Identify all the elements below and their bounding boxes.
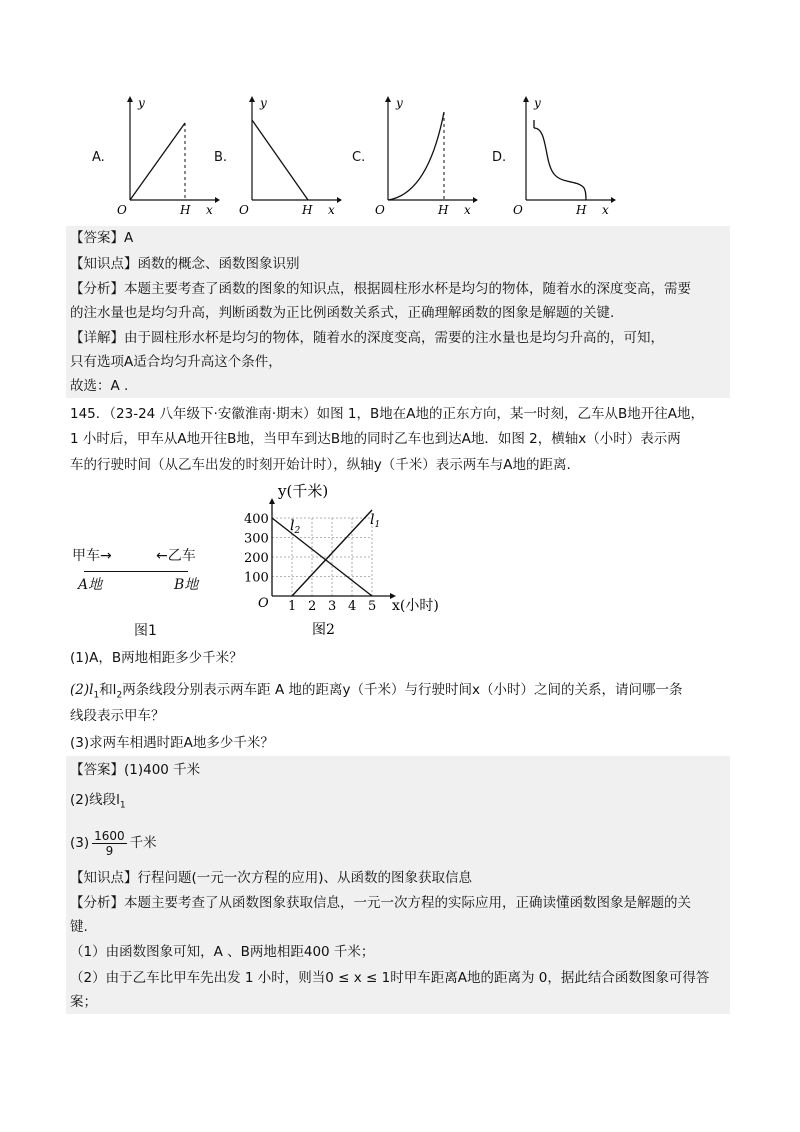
answer-fraction: $\frac{1600}{9}$ (94, 828, 125, 858)
option-a-x: x (206, 203, 213, 217)
q144-analysis-2: 的注水量也是均匀升高，判断函数为正比例函数关系式，正确理解函数的图象是解题的关键. (70, 305, 615, 321)
option-a-graph (110, 90, 220, 218)
q144-answer: 【答案】A (70, 230, 134, 246)
option-b-o: O (239, 203, 249, 217)
fig2-x-tick-2: 2 (308, 599, 317, 614)
q145-answer-1: 【答案】(1)400 千米 (70, 762, 201, 778)
q145-step-3: 案； (70, 994, 97, 1010)
fig1-car-jia: 甲车→ (72, 548, 112, 564)
q144-conclusion: 故选：A . (70, 378, 129, 394)
q145-stem-2: 1 小时后，甲车从A地开往B地，当甲车到达B地的同时乙车也到达A地．如图 2，横轴x（小时）表示两 (70, 431, 681, 447)
option-b-y: y (260, 96, 267, 110)
q144-detail-1: 【详解】由于圆柱形水杯是均匀的物体，随着水的深度变高，需要的注水量也是均匀升高的，可知， (70, 330, 664, 346)
figure-2-chart (236, 478, 466, 642)
option-a-label: A. (92, 150, 105, 165)
option-d-x: x (602, 203, 609, 217)
option-d-graph (506, 90, 616, 218)
fig2-axes (269, 498, 396, 599)
fig1-caption: 图1 (134, 623, 157, 639)
fig2-x-tick-3: 3 (328, 599, 337, 614)
fig2-y-tick-100: 100 (244, 570, 269, 586)
option-d-label: D. (492, 150, 507, 165)
option-c-o: O (375, 203, 385, 217)
q145-analysis-1: 【分析】本题主要考查了从函数图象获取信息，一元一次方程的实际应用，正确读懂函数图象是解题的关 (70, 895, 691, 911)
q145-answer-2: (2)线段$l_1$ (70, 792, 126, 811)
q145-sub3: (3)求两车相遇时距A地多少千米？ (70, 735, 274, 751)
q145-sub1: (1)A，B两地相距多少千米？ (70, 650, 243, 666)
fig2-x-tick-4: 4 (348, 599, 357, 614)
q145-answer-3: (3) $\frac{1600}{9}$ 千米 (70, 828, 157, 858)
fig2-y-tick-200: 200 (244, 551, 269, 566)
option-d-o: O (513, 203, 523, 217)
fig2-y-tick-400: 400 (244, 512, 269, 527)
option-d-curve (534, 128, 586, 200)
q145-stem-1: 145．（23-24 八年级下·安徽淮南·期末）如图 1，B地在A地的正东方向，某一时刻，乙车从B地开往A地， (70, 406, 704, 422)
q145-step-1: （1）由函数图象可知，A 、B两地相距400 千米； (70, 944, 375, 960)
option-b-label: B. (214, 150, 228, 165)
option-c-curve (388, 112, 444, 200)
q145-stem-3: 车的行驶时间（从乙车出发的时刻开始计时），纵轴y（千米）表示两车与A地的距离. (70, 457, 571, 473)
option-c-y: y (396, 96, 403, 110)
q144-analysis-1: 【分析】本题主要考查了函数的图象的知识点，根据圆柱形水杯是均匀的物体，随着水的深度变高，需要 (70, 281, 691, 297)
fig2-y-tick-300: 300 (244, 531, 269, 547)
option-b-x: x (328, 203, 335, 217)
q145-step-2: （2）由于乙车比甲车先出发 1 小时，则当0 ≤ x ≤ 1时甲车距离A地的距离为 0，据此结合函数图象可得答 (70, 970, 710, 986)
q144-detail-2: 只有选项A适合均匀升高这个条件， (70, 354, 282, 370)
figure-1 (70, 540, 230, 640)
fig2-y-label: y(千米) (278, 482, 329, 500)
fig2-y-arrow (269, 498, 275, 504)
fig2-series (272, 510, 372, 596)
option-a-curve (130, 123, 185, 200)
q145-sub2-line2: 线段表示甲车？ (70, 708, 165, 724)
fig2-x-tick-1: 1 (288, 599, 297, 614)
option-d-y: y (534, 96, 541, 110)
option-a-o: O (117, 203, 127, 217)
q144-knowledge: 【知识点】函数的概念、函数图象识别 (70, 256, 300, 272)
option-b-graph (232, 90, 342, 218)
q145-sub2-line1: $(2)l_1$和$l_2$两条线段分别表示两车距 A 地的距离y（千米）与行驶时间x（小时）之间的关系，请问哪一条 (70, 682, 683, 701)
q145-analysis-2: 键. (70, 919, 88, 935)
q145-knowledge: 【知识点】行程问题(一元一次方程的应用)、从函数的图象获取信息 (70, 870, 473, 886)
fig1-place-b: B地 (174, 577, 199, 593)
fig2-origin: O (258, 596, 269, 611)
option-a-y: y (138, 96, 145, 110)
fig1-road-line (84, 571, 188, 572)
option-b-h: H (302, 203, 313, 217)
option-c-h: H (438, 203, 449, 217)
option-graphs (0, 90, 800, 220)
fig2-line1-label: $l_1$ (370, 512, 381, 530)
fig1-place-a: A地 (78, 577, 103, 593)
fig2-x-label: x(小时) (392, 598, 439, 614)
option-d-h: H (576, 203, 587, 217)
option-c-x: x (464, 203, 471, 217)
fig1-car-yi: ←乙车 (156, 548, 196, 564)
option-a-h: H (180, 203, 191, 217)
fig2-x-tick-5: 5 (368, 599, 377, 614)
option-c-graph (368, 90, 478, 218)
option-c-label: C. (352, 150, 366, 165)
fig2-caption: 图2 (312, 622, 335, 638)
option-b-curve (252, 120, 308, 200)
fig2-line2-label: $l_2$ (290, 518, 301, 536)
